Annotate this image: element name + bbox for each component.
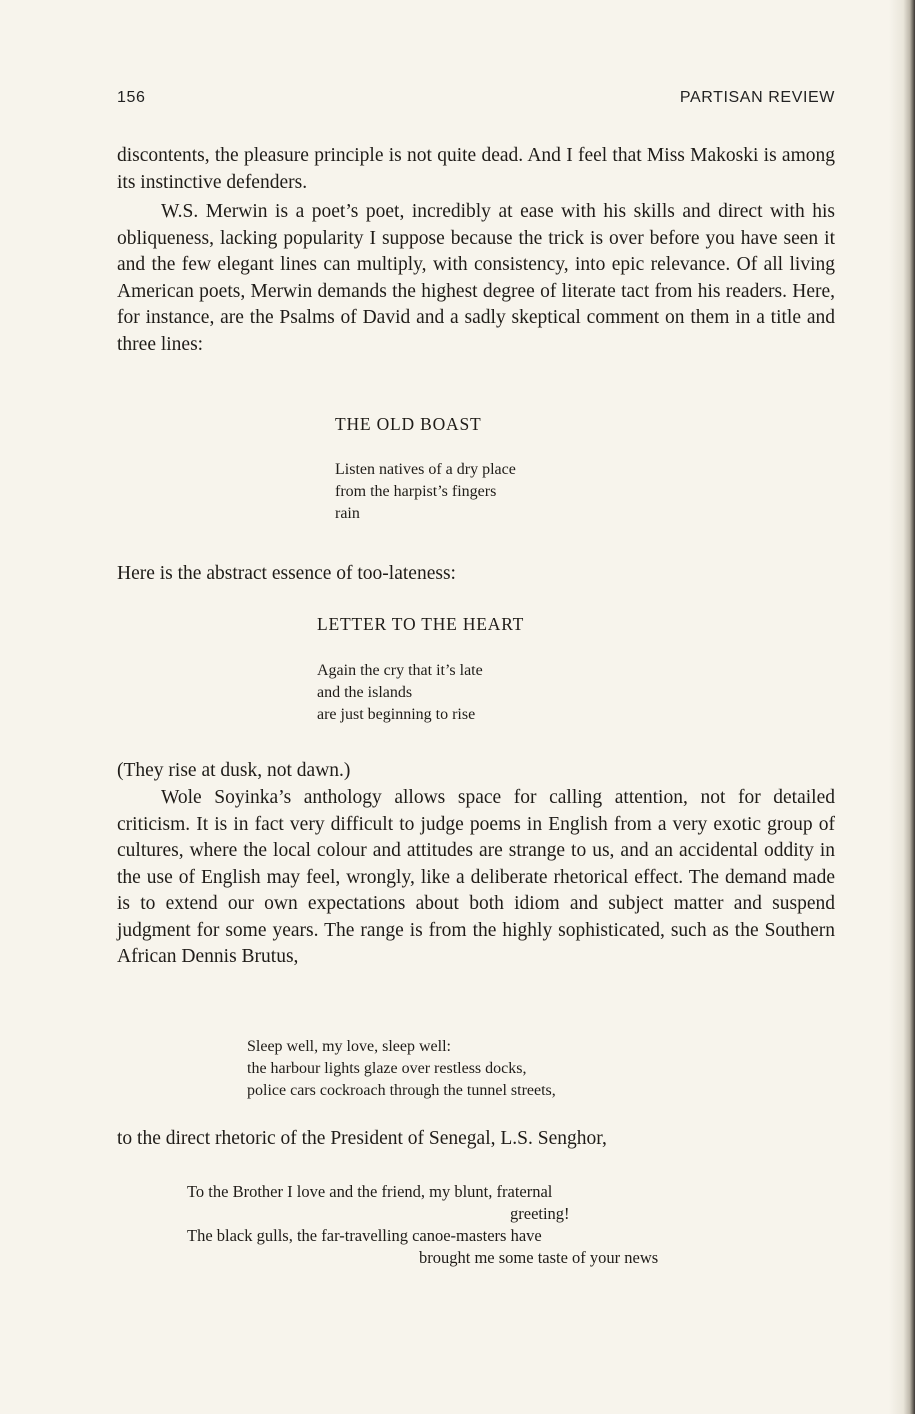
poem-line: rain <box>335 505 360 522</box>
poem-title-letter-to-heart: LETTER TO THE HEART <box>317 614 525 634</box>
poem-line-continuation: greeting! <box>510 1204 570 1223</box>
paragraph-merwin: W.S. Merwin is a poet’s poet, incredibly at ease with his skills and direct with his obliqueness, lacking popularity I suppose because the trick is over before you have seen it and the few elegant lines can multiply, with consistency, into epic relevance. Of all living American poets, Merwin demands the highest degree of literate tact from his readers. Here, for instance, are the Psalms of David and a sadly skeptical comment on them in a title and three lines: <box>117 201 835 355</box>
poem-line: and the islands <box>317 684 413 701</box>
running-head <box>117 89 835 109</box>
poem-line: from the harpist’s fingers <box>335 483 497 500</box>
page-edge-shadow <box>889 0 915 1414</box>
poem-line: The black gulls, the far-travelling canoe-masters have <box>187 1226 542 1245</box>
page-number: 156 <box>117 89 146 106</box>
poem-brutus <box>247 1036 556 1102</box>
poem-line: To the Brother I love and the friend, my blunt, fraternal <box>187 1182 553 1201</box>
paragraph-senghor: to the direct rhetoric of the President of Senegal, L.S. Senghor, <box>117 1128 607 1149</box>
paragraph-dusk: (They rise at dusk, not dawn.) <box>117 760 351 781</box>
paragraph-soyinka: Wole Soyinka’s anthology allows space for calling attention, not for detailed criticism. It is in fact very difficult to judge poems in English from a very exotic group of cultures, where the local colour and attitudes are strange to us, and an accidental oddity in the use of English may feel, wrongly, like a deliberate rhetorical effect. The demand made is to extend our own expectations about both idiom and subject matter and suspend judgment for some years. The range is from the highly sophisticated, such as the Southern African Dennis Brutus, <box>117 787 835 967</box>
paragraph-discontents: discontents, the pleasure principle is not quite dead. And I feel that Miss Makoski is among its instinctive defenders. <box>117 145 835 193</box>
poem-line-continuation: brought me some taste of your news <box>419 1248 659 1267</box>
poem-line: Listen natives of a dry place <box>335 461 516 478</box>
poem-title-old-boast: THE OLD BOAST <box>335 414 482 434</box>
poem-old-boast <box>335 459 516 525</box>
poem-letter-to-heart <box>317 660 483 726</box>
paragraph-too-lateness: Here is the abstract essence of too-lateness: <box>117 563 456 584</box>
poem-line: are just beginning to rise <box>317 706 476 723</box>
poem-line: police cars cockroach through the tunnel streets, <box>247 1082 556 1099</box>
journal-title: PARTISAN REVIEW <box>679 89 835 106</box>
poem-line: Again the cry that it’s late <box>317 662 483 679</box>
poem-senghor <box>187 1181 658 1269</box>
poem-line: the harbour lights glaze over restless docks, <box>247 1060 527 1077</box>
poem-line: Sleep well, my love, sleep well: <box>247 1038 451 1055</box>
